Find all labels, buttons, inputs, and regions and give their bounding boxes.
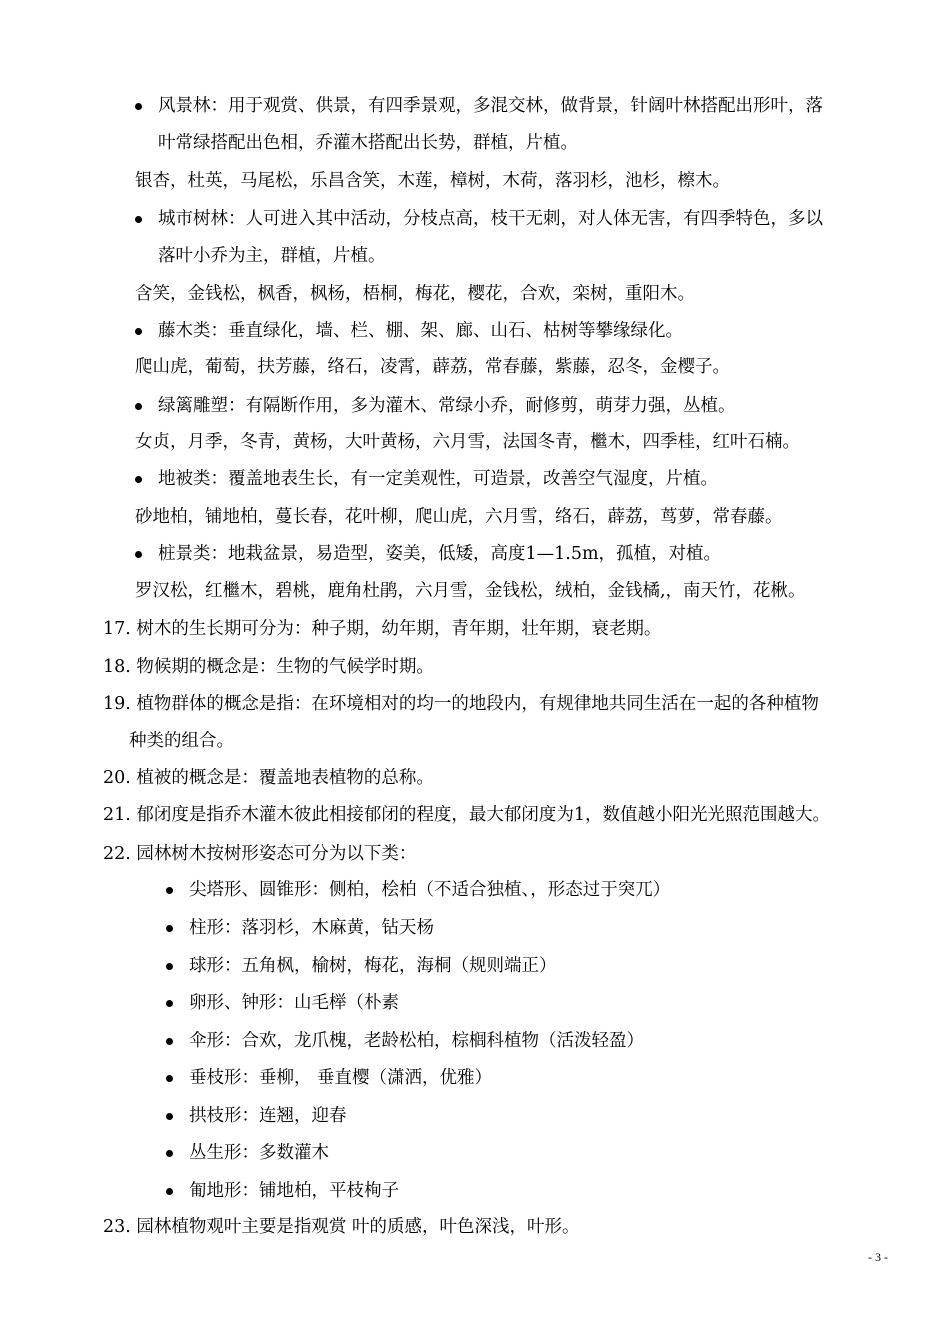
continuation-line: 种类的组合。	[129, 731, 234, 751]
bullet-icon	[135, 476, 142, 483]
bullet-item: 卵形、钟形：山毛榉（朴素	[189, 993, 399, 1013]
continuation-line: 叶常绿搭配出色相，乔灌木搭配出长势，群植，片植。	[158, 133, 578, 153]
bullet-icon	[166, 1150, 173, 1157]
bullet-item: 绿篱雕塑：有隔断作用，多为灌木、常绿小乔，耐修剪，萌芽力强，丛植。	[158, 396, 736, 416]
bullet-icon	[135, 103, 142, 110]
numbered-item: 23. 园林植物观叶主要是指观赏 叶的质感，叶色深浅，叶形。	[103, 1217, 580, 1237]
bullet-item: 城市树林：人可进入其中活动，分枝点高，枝干无刺，对人体无害，有四季特色，多以	[158, 209, 823, 229]
bullet-icon	[166, 1000, 173, 1007]
numbered-item: 22. 园林树木按树形姿态可分为以下类：	[103, 844, 417, 864]
bullet-item: 伞形：合欢，龙爪槐，老龄松柏，棕榈科植物（活泼轻盈）	[189, 1031, 644, 1051]
numbered-item: 20. 植被的概念是：覆盖地表植物的总称。	[103, 768, 434, 788]
bullet-icon	[166, 963, 173, 970]
numbered-item: 21. 郁闭度是指乔木灌木彼此相接郁闭的程度，最大郁闭度为1，数值越小阳光光照范围越大。	[103, 805, 831, 825]
continuation-line: 落叶小乔为主，群植，片植。	[158, 246, 386, 266]
bullet-item: 垂枝形：垂柳， 垂直樱（潇洒，优雅）	[189, 1068, 493, 1088]
species-list: 砂地柏，铺地柏，蔓长春，花叶柳，爬山虎，六月雪，络石，薜荔，茑萝，常春藤。	[135, 507, 783, 527]
species-list: 银杏，杜英，马尾松，乐昌含笑，木莲，樟树，木荷，落羽杉，池杉，檫木。	[135, 171, 730, 191]
bullet-item: 地被类：覆盖地表生长，有一定美观性，可造景，改善空气湿度，片植。	[158, 469, 718, 489]
bullet-icon	[166, 1188, 173, 1195]
bullet-icon	[135, 216, 142, 223]
numbered-item: 18. 物候期的概念是：生物的气候学时期。	[103, 657, 434, 677]
bullet-item: 藤木类：垂直绿化，墙、栏、棚、架、廊、山石、枯树等攀缘绿化。	[158, 321, 683, 341]
bullet-icon	[166, 1075, 173, 1082]
species-list: 含笑，金钱松，枫香，枫杨，梧桐，梅花，樱花，合欢，栾树，重阳木。	[135, 284, 695, 304]
bullet-icon	[166, 1113, 173, 1120]
bullet-item: 风景林：用于观赏、供景，有四季景观，多混交林，做背景，针阔叶林搭配出形叶，落	[158, 96, 823, 116]
page-number: - 3 -	[868, 1250, 888, 1264]
bullet-icon	[135, 328, 142, 335]
species-list: 爬山虎，葡萄，扶芳藤，络石，凌霄，薜荔，常春藤，紫藤，忍冬，金樱子。	[135, 357, 730, 377]
bullet-item: 拱枝形：连翘，迎春	[189, 1106, 347, 1126]
numbered-item: 17. 树木的生长期可分为：种子期，幼年期，青年期，壮年期，衰老期。	[103, 619, 662, 639]
bullet-icon	[166, 1038, 173, 1045]
bullet-icon	[135, 403, 142, 410]
bullet-item: 球形：五角枫，榆树，梅花，海桐（规则端正）	[189, 956, 557, 976]
bullet-icon	[166, 887, 173, 894]
bullet-item: 柱形：落羽杉，木麻黄，钻天杨	[189, 918, 434, 938]
bullet-item: 丛生形：多数灌木	[189, 1143, 329, 1163]
numbered-item: 19. 植物群体的概念是指：在环境相对的均一的地段内，有规律地共同生活在一起的各种植物	[103, 694, 819, 714]
bullet-icon	[135, 551, 142, 558]
species-list: 女贞，月季，冬青，黄杨，大叶黄杨，六月雪，法国冬青，檵木，四季桂，红叶石楠。	[135, 432, 800, 452]
species-list: 罗汉松，红檵木，碧桃，鹿角杜鹃，六月雪，金钱松，绒柏，金钱橘,，南天竹，花楸。	[135, 581, 806, 601]
bullet-icon	[166, 925, 173, 932]
bullet-item: 桩景类：地栽盆景，易造型，姿美，低矮，高度1—1.5m，孤植，对植。	[158, 544, 722, 564]
bullet-item: 匍地形：铺地柏，平枝栒子	[189, 1181, 399, 1201]
bullet-item: 尖塔形、圆锥形：侧柏，桧柏（不适合独植、，形态过于突兀）	[189, 880, 671, 900]
